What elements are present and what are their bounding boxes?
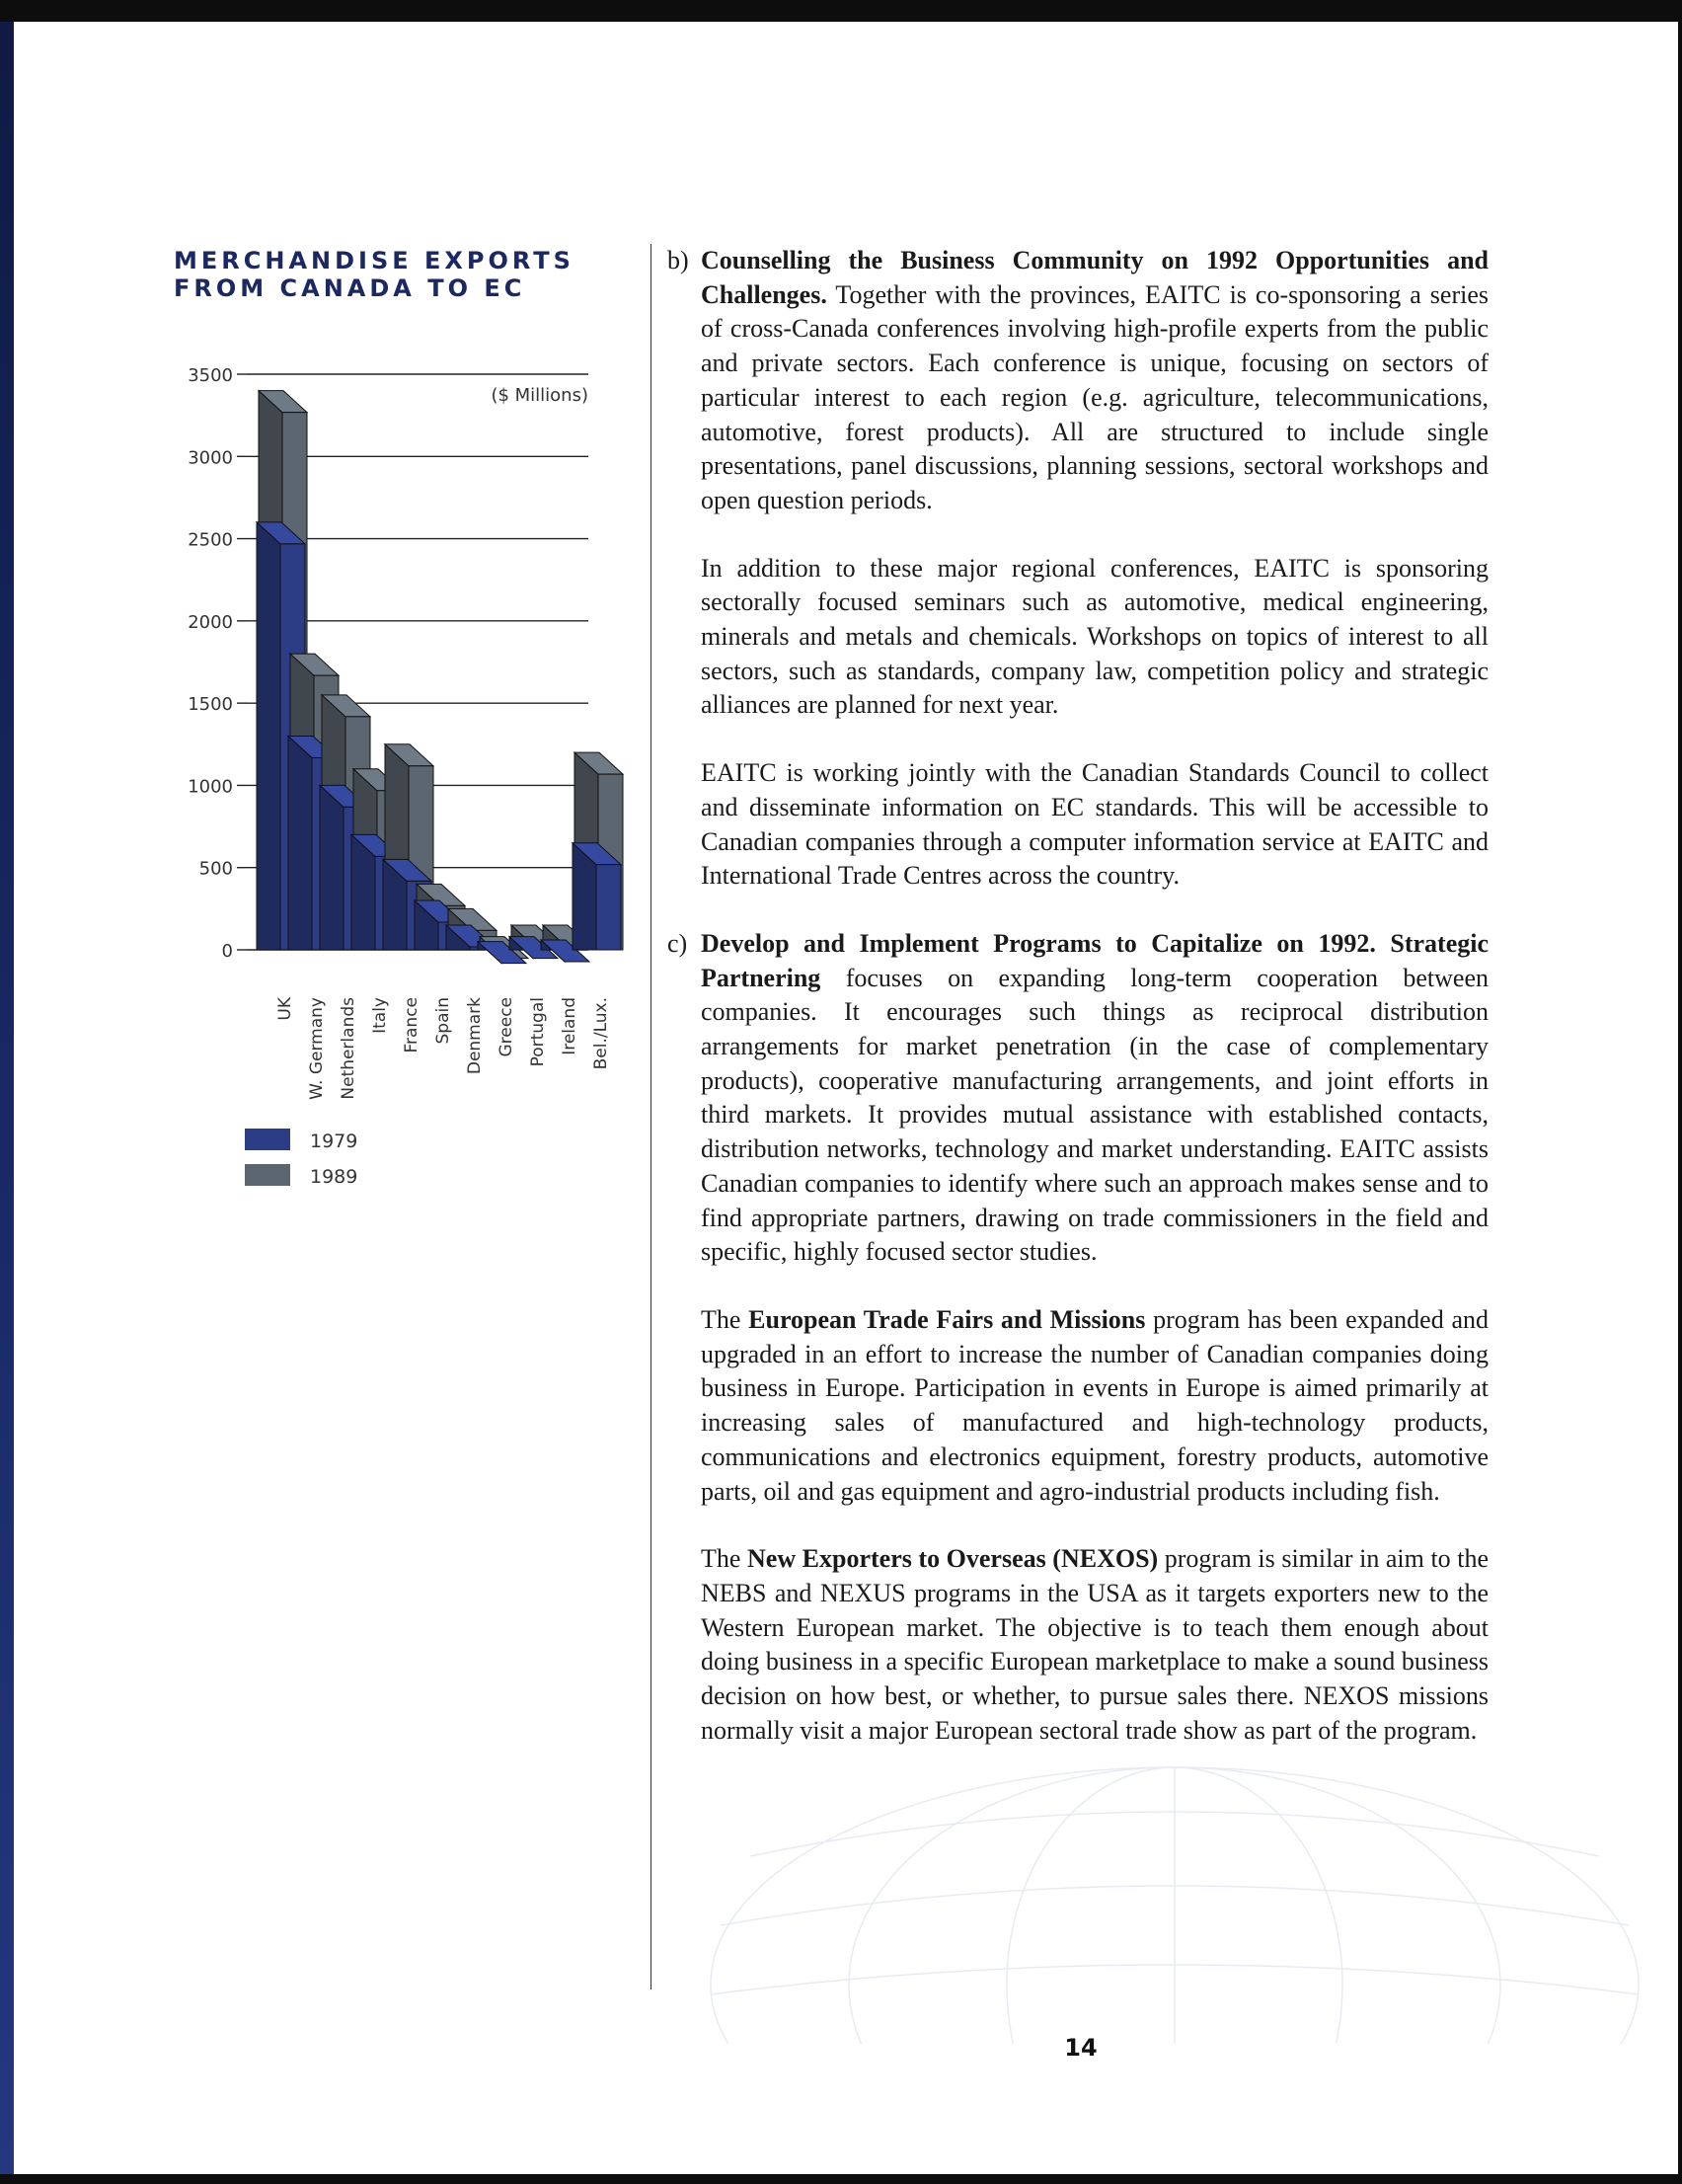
x-category-label: Ireland (560, 997, 579, 1055)
legend-label: 1979 (310, 1131, 358, 1152)
section-b-paragraph-1 (701, 244, 1489, 518)
y-tick-label: 2000 (188, 611, 233, 633)
section-c-para3-text (701, 1542, 1489, 1748)
y-tick-label: 3500 (188, 365, 233, 386)
x-category-label: Greece (497, 997, 516, 1057)
exports-bar-chart (0, 0, 651, 1224)
section-b-paragraph-3 (661, 756, 1489, 894)
x-category-label: Portugal (528, 997, 548, 1067)
section-c (661, 927, 1489, 1270)
bar-1979-side (288, 736, 312, 950)
bar-1979-side (257, 522, 280, 950)
bar-1979-side (320, 785, 344, 950)
section-c-subheading: Strategic Partnering (701, 928, 1490, 992)
section-b-paragraph-2 (661, 552, 1489, 724)
x-category-label: Italy (370, 997, 390, 1034)
section-b-para3-text: EAITC is working jointly with the Canadian Standards Council to collect and disseminate information on EC standards. This will be accessible to Canadian companies through a computer information service at EAITC and International Trade Centres across the country. (701, 758, 1489, 891)
chart-title-line-1: MERCHANDISE EXPORTS (174, 247, 574, 274)
legend-swatch (245, 1129, 290, 1150)
section-b-heading: Counselling the Business Community on 1992 Opportunities and Challenges. (701, 246, 1489, 309)
y-tick-label: 1500 (188, 694, 233, 716)
para3-pre: The (701, 1544, 747, 1574)
x-category-label: Spain (433, 997, 453, 1045)
x-category-label: Netherlands (339, 997, 358, 1100)
globe-watermark (691, 1728, 1658, 2044)
section-c-paragraph-2 (661, 1303, 1489, 1509)
legend-label: 1989 (310, 1166, 358, 1188)
column-divider (650, 244, 651, 1989)
x-category-label: W. Germany (307, 997, 327, 1100)
section-c-paragraph-3 (661, 1542, 1489, 1748)
y-tick-label: 2500 (188, 529, 233, 551)
section-b (661, 244, 1489, 518)
y-tick-label: 3000 (188, 447, 233, 469)
x-category-label: France (402, 997, 421, 1053)
program-name-nexos: New Exporters to Overseas (NEXOS) (747, 1544, 1159, 1574)
chart-title-line-2: FROM CANADA TO EC (174, 274, 526, 302)
section-c-body: focuses on expanding long-term cooperation between companies. It encourages such things as reciprocal distribution arrangements for market penetration (in the case of complementary products), cooperative manufacturing arrangements, and joint efforts in third markets. It provides mutual assistance with established contacts, distribution networks, technology and market understanding. EAITC assists Canadian companies to identify where such an approach makes sense and to find appropriate partners, drawing on trade commissioners in the field and specific, highly focused sector studies. (701, 963, 1489, 1267)
x-category-label: Bel./Lux. (591, 997, 611, 1070)
program-name-trade-fairs: European Trade Fairs and Missions (748, 1304, 1146, 1334)
legend-swatch (245, 1164, 290, 1186)
main-text-column (661, 244, 1489, 1781)
section-c-heading: Develop and Implement Programs to Capitalize on 1992. (701, 928, 1376, 958)
x-category-label: UK (275, 997, 295, 1021)
y-tick-label: 1000 (188, 776, 233, 798)
para2-pre: The (701, 1304, 749, 1334)
section-c-marker: c) (667, 928, 688, 958)
bar-1979 (573, 843, 621, 950)
y-tick-label: 0 (221, 941, 233, 962)
section-b-para2-text: In addition to these major regional conferences, EAITC is sponsoring sectorally focused seminars such as automotive, medical engineering, minerals and metals and chemicals. Workshops on topics of interest to all sectors, such as standards, company law, competition policy and strategic alliances are planned for next year. (701, 553, 1489, 720)
y-tick-label: 500 (198, 858, 233, 880)
chart-unit-label: ($ Millions) (491, 385, 588, 406)
section-c-paragraph-1 (701, 927, 1489, 1270)
x-category-label: Denmark (465, 997, 485, 1075)
section-b-body: Together with the provinces, EAITC is co-sponsoring a series of cross-Canada conferences involving high-profile experts from the public and private sectors. Each conference is unique, focusing on sectors of particular interest to each region (e.g. agriculture, telecommunications, automotive, forest products). All are structured to include single presentations, panel discussions, planning sessions, sectoral workshops and open question periods. (701, 279, 1489, 514)
page-number: 14 (1064, 2034, 1098, 2062)
section-c-para2-text (701, 1303, 1489, 1509)
section-b-marker: b) (667, 246, 689, 274)
para2-post: program has been expanded and upgraded in an effort to increase the number of Canadian companies doing business in Europe. Participation in events in Europe is aimed primarily at increasing sales of manufactured and high-technology products, communications and electronics equipment, forestry products, automotive parts, oil and gas equipment and agro-industrial products including fish. (701, 1304, 1489, 1506)
para3-post: program is similar in aim to the NEBS and NEXUS programs in the USA as it targets exporters new to the Western European market. The objective is to teach them enough about doing business in a specific European marketplace to make a sound business decision on how best, or whether, to pursue sales there. NEXOS missions normally visit a major European sectoral trade show as part of the program. (701, 1544, 1489, 1745)
bar-1979-front (596, 865, 621, 950)
